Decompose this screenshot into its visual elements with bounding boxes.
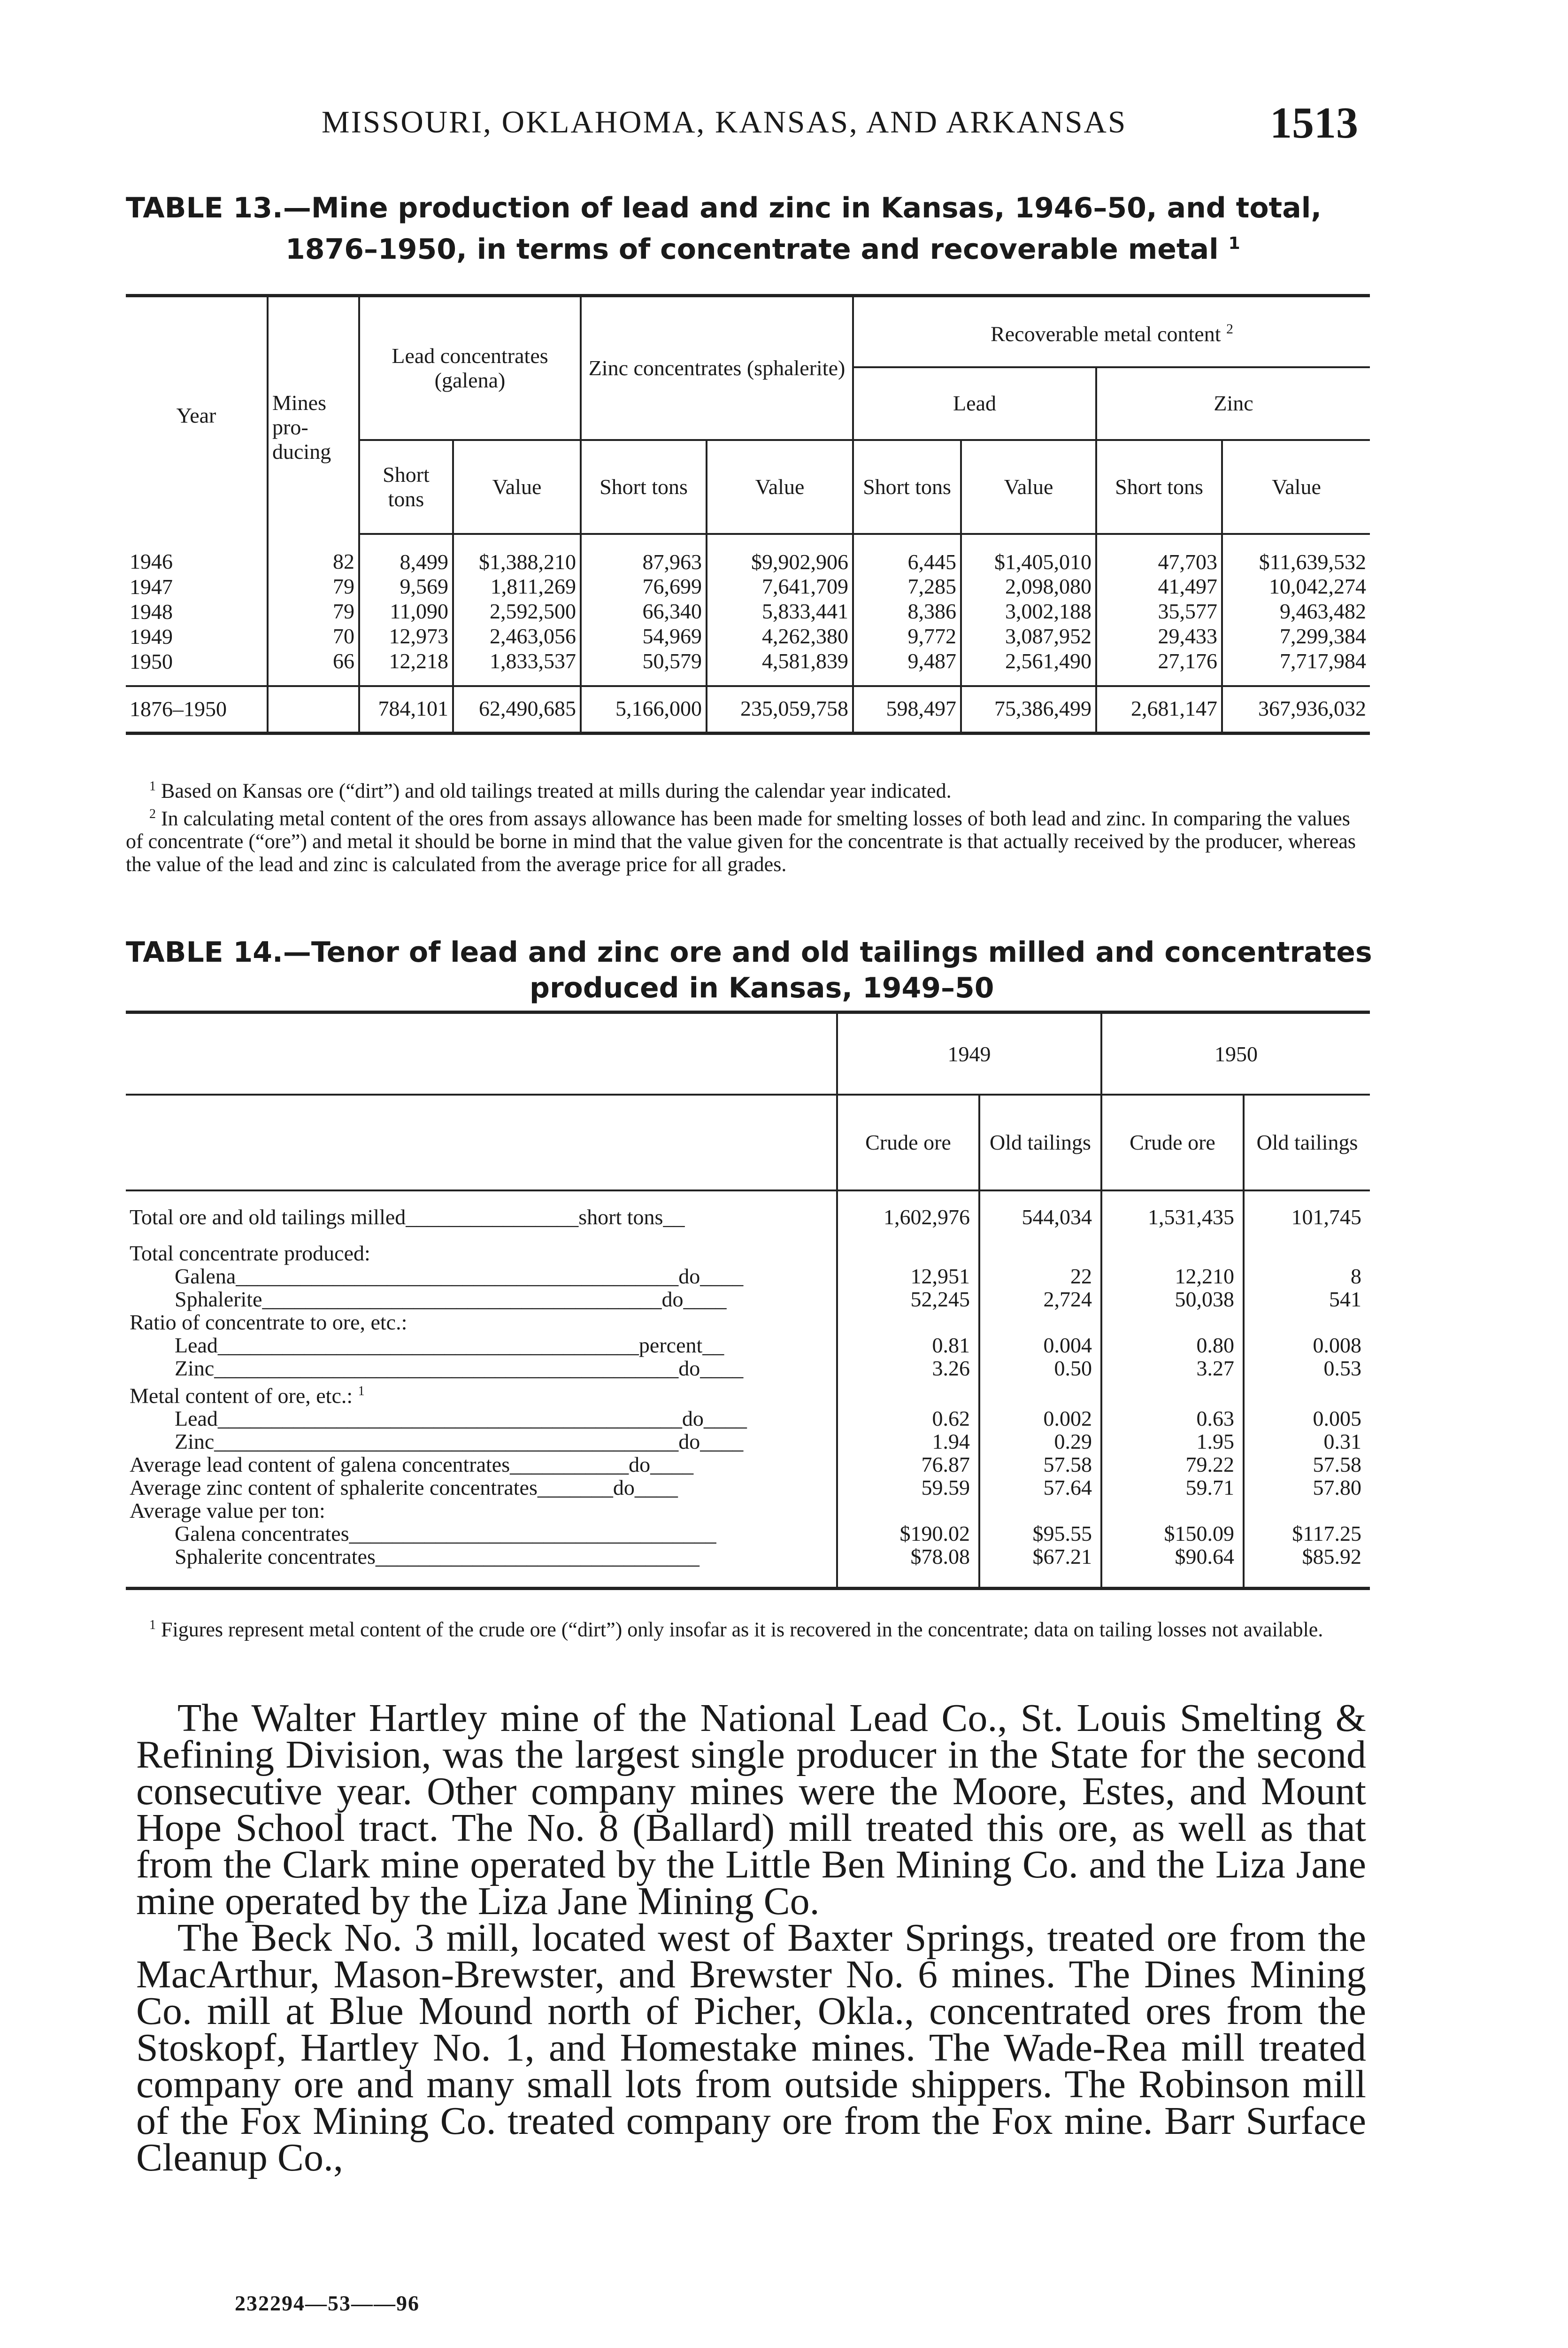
table13-cell-lc-tons: 12,218 — [359, 649, 453, 686]
table14-cell: 1.95 — [1101, 1430, 1244, 1453]
table14-row-label-text: Sphalerite concentrates______________________________ — [175, 1545, 699, 1569]
table14-cell: 57.80 — [1244, 1476, 1370, 1499]
table13-header-recoverable-text: Recoverable metal content — [991, 322, 1221, 346]
table14-cell: 59.71 — [1101, 1476, 1244, 1499]
table14-row — [126, 1265, 1370, 1288]
table14-title — [126, 935, 1375, 1006]
table14-cell: 57.64 — [979, 1476, 1101, 1499]
table13-total-zn-tons: 2,681,147 — [1096, 686, 1222, 734]
table14-cell: $78.08 — [837, 1545, 979, 1589]
table14-footnote — [126, 1614, 1370, 1641]
table13-year-cell: 1948 — [126, 599, 268, 624]
table14-row-label-text: Average lead content of galena concentrates___________do____ — [130, 1452, 694, 1477]
table14-cell — [1244, 1311, 1370, 1334]
table13-title-footnote-mark: 1 — [1228, 234, 1240, 253]
table14-row-label — [126, 1522, 837, 1545]
table14-cell — [1244, 1499, 1370, 1522]
table13-cell-zc-value: 4,262,380 — [707, 624, 853, 649]
table13-cell-pb-tons: 9,772 — [853, 624, 961, 649]
table14-row-label-text: Lead___________________________________________do____ — [175, 1406, 747, 1431]
table13-cell-lc-tons: 12,973 — [359, 624, 453, 649]
table13-cell-lc-value: 2,463,056 — [453, 624, 581, 649]
table14-row-label — [126, 1407, 837, 1430]
table13-header-recoverable — [853, 296, 1370, 367]
table13-cell-zn-tons: 47,703 — [1096, 534, 1222, 574]
table14-row-label-text: Ratio of concentrate to ore, etc.: — [130, 1310, 407, 1334]
table14-cell: 0.008 — [1244, 1334, 1370, 1357]
table14-row — [126, 1407, 1370, 1430]
table13-header-pb-tons: Short tons — [853, 440, 961, 534]
table13-cell-lc-value: 1,833,537 — [453, 649, 581, 686]
table14-row — [126, 1430, 1370, 1453]
table14-cell: 0.50 — [979, 1357, 1101, 1380]
table14-row — [126, 1545, 1370, 1589]
table14-cell: 79.22 — [1101, 1453, 1244, 1476]
table13-cell-mines: 82 — [268, 534, 359, 574]
table14-cell: 57.58 — [979, 1453, 1101, 1476]
table13-cell-zn-tons: 29,433 — [1096, 624, 1222, 649]
table14-cell: $190.02 — [837, 1522, 979, 1545]
table14-title-line1: TABLE 14.—Tenor of lead and zinc ore and old tailings milled and concentrates — [126, 936, 1372, 969]
table13-year-cell: 1946 — [126, 534, 268, 574]
table14-cell: 0.63 — [1101, 1407, 1244, 1430]
table13-footnotes — [126, 775, 1370, 876]
table13-cell-zn-value: 7,299,384 — [1280, 624, 1367, 648]
table14-row-label — [126, 1545, 837, 1589]
table13-total-zc-tons: 5,166,000 — [581, 686, 707, 734]
table14-row-label-text: Average zinc content of sphalerite concentrates_______do____ — [130, 1475, 678, 1500]
table14-cell: 50,038 — [1101, 1288, 1244, 1311]
table14-row-label — [126, 1190, 837, 1228]
table13-cell-zc-value: 5,833,441 — [707, 599, 853, 624]
table14-cell — [979, 1242, 1101, 1265]
table13-cell-zn-value: 7,717,984 — [1222, 649, 1370, 686]
table14-cell: 544,034 — [979, 1190, 1101, 1228]
table14-row-label-text: Metal content of ore, etc.: — [130, 1383, 353, 1408]
table13-cell-lc-tons: 11,090 — [359, 599, 453, 624]
table14-cell: 101,745 — [1244, 1190, 1370, 1228]
table14-cell: 76.87 — [837, 1453, 979, 1476]
table14-header-tailings-1949: Old tailings — [979, 1095, 1101, 1190]
table13-cell-pb-value: 2,561,490 — [961, 649, 1096, 686]
table14-footnote1: Figures represent metal content of the crude ore (“dirt”) only insofar as it is recovered in the concentrate; data on tailing losses not available. — [161, 1618, 1323, 1641]
table14-row-label — [126, 1311, 837, 1334]
table14-row-label — [126, 1288, 837, 1311]
table13-header-zc-value: Value — [707, 440, 853, 534]
table13-total-pb-tons: 598,497 — [853, 686, 961, 734]
table14-cell: 0.004 — [979, 1334, 1101, 1357]
table13-cell-pb-tons: 8,386 — [853, 599, 961, 624]
table14-cell: 1.94 — [837, 1430, 979, 1453]
table13-cell-pb-tons: 7,285 — [853, 574, 961, 599]
table13-cell-zc-value: 4,581,839 — [707, 649, 853, 686]
table14-cell: $90.64 — [1101, 1545, 1244, 1589]
table14-cell: 0.005 — [1244, 1407, 1370, 1430]
table13-cell-pb-value: 2,098,080 — [961, 574, 1096, 599]
table13-row — [126, 649, 1370, 686]
table14-row — [126, 1522, 1370, 1545]
table13-header-lead: Lead — [853, 367, 1096, 440]
table13-header-zn-value: Value — [1222, 440, 1370, 534]
table14-cell: 541 — [1244, 1288, 1370, 1311]
table14-row-label — [126, 1499, 837, 1522]
table14-cell: 0.81 — [837, 1334, 979, 1357]
table13-cell-pb-value: 3,002,188 — [961, 599, 1096, 624]
table13-title-line2: 1876–1950, in terms of concentrate and recoverable metal — [285, 233, 1219, 266]
table14-header-crude-1949: Crude ore — [837, 1095, 979, 1190]
table14-cell: 0.53 — [1244, 1357, 1370, 1380]
table14-cell: 22 — [979, 1265, 1101, 1288]
page-number: 1513 — [1270, 99, 1358, 147]
table14-row-label — [126, 1242, 837, 1265]
table13-total-zn-value: 367,936,032 — [1222, 686, 1370, 734]
table14-row-label-text: Zinc___________________________________________do____ — [175, 1356, 744, 1380]
table14-row — [126, 1190, 1370, 1228]
table14-cell: 12,951 — [837, 1265, 979, 1288]
table14-cell — [837, 1311, 979, 1334]
table13-header-recoverable-fn: 2 — [1226, 321, 1233, 337]
table13-year-cell: 1949 — [126, 624, 268, 649]
table13 — [126, 294, 1370, 735]
body-paragraph-2: The Beck No. 3 mill, located west of Baxter Springs, treated ore from the MacArthur, Mason-Brewster, and Brewster No. 6 mines. The Dines Mining Co. mill at Blue Mound north of Picher, Okla., concentrated ores from the Stoskopf, Hartley No. 1, and Homestake mines. The Wade-Rea mill treated company ore and many small lots from outside shippers. The Robinson mill of the Fox Mining Co. treated company ore from the Fox mine. Barr Surface Cleanup Co., — [136, 1916, 1366, 2179]
table14-cell: 59.59 — [837, 1476, 979, 1499]
table13-row — [126, 599, 1370, 624]
table14-cell: 8 — [1244, 1265, 1370, 1288]
table14-cell: 0.29 — [979, 1430, 1101, 1453]
table13-header-year: Year — [126, 296, 268, 534]
table13-header-mines: Mines pro- ducing — [268, 296, 359, 534]
table13-total-row — [126, 686, 1370, 734]
table13-title-line1: TABLE 13.—Mine production of lead and zinc in Kansas, 1946–50, and total, — [126, 192, 1322, 224]
table13-cell-zc-tons: 76,699 — [581, 574, 707, 599]
table13-header-zinc-conc: Zinc concentrates (sphalerite) — [581, 296, 853, 440]
table13-header-lead-conc: Lead concentrates (galena) — [359, 296, 581, 440]
table13-cell-zn-tons: 27,176 — [1096, 649, 1222, 686]
table14-header-crude-1950: Crude ore — [1101, 1095, 1244, 1190]
table13-cell-mines: 79 — [268, 574, 359, 599]
table13-cell-zc-tons: 50,579 — [581, 649, 707, 686]
body-text — [136, 1696, 1366, 2179]
table14-cell: 3.26 — [837, 1357, 979, 1380]
table14-row-label — [126, 1380, 837, 1407]
table14-cell — [1101, 1380, 1244, 1407]
table13-cell-mines: 66 — [268, 649, 359, 686]
table14-row-label-text: Average value per ton: — [130, 1498, 325, 1523]
body-paragraph-1: The Walter Hartley mine of the National Lead Co., St. Louis Smelting & Refining Division, was the largest single producer in the State for the second consecutive year. Other company mines were the Moore, Estes, and Mount Hope School tract. The No. 8 (Ballard) mill treated this ore, as well as that from the Clark mine operated by the Little Ben Mining Co. and the Liza Jane mine operated by the Liza Jane Mining Co. — [136, 1696, 1366, 1923]
table14-row-label-text: Total ore and old tailings milled________________short tons__ — [130, 1205, 685, 1229]
table13-cell-lc-value: 2,592,500 — [453, 599, 581, 624]
table14-cell — [979, 1380, 1101, 1407]
table13-header-lc-tons: Short tons — [359, 440, 453, 534]
table13-cell-mines: 70 — [268, 624, 359, 649]
table13-footnote2-mark: 2 — [149, 806, 156, 821]
table14-cell: 3.27 — [1101, 1357, 1244, 1380]
table13-cell-zn-tons: 41,497 — [1096, 574, 1222, 599]
table14-row — [126, 1380, 1370, 1407]
table14-row-label — [126, 1334, 837, 1357]
table13-total-label: 1876–1950 — [126, 686, 268, 734]
table13-cell-pb-value: 3,087,952 — [961, 624, 1096, 649]
table13-cell-zn-value: 9,463,482 — [1280, 599, 1367, 623]
table14-cell: 1,602,976 — [837, 1190, 979, 1228]
table13-cell-lc-tons: 9,569 — [359, 574, 453, 599]
table14-footnote1-mark: 1 — [149, 1618, 156, 1632]
table14 — [126, 1011, 1370, 1590]
table14-row-label — [126, 1357, 837, 1380]
table14-row — [126, 1357, 1370, 1380]
table13-year-cell: 1950 — [126, 649, 268, 686]
table14-header-1949: 1949 — [837, 1012, 1101, 1095]
table14-cell — [1244, 1242, 1370, 1265]
table13-cell-zn-value: 10,042,274 — [1269, 574, 1367, 598]
table14-cell: 0.62 — [837, 1407, 979, 1430]
table13-cell-mines: 79 — [268, 599, 359, 624]
table13-header-pb-value: Value — [961, 440, 1096, 534]
table13-cell-pb-tons: 9,487 — [853, 649, 961, 686]
table13-footnote1: Based on Kansas ore (“dirt”) and old tailings treated at mills during the calendar year indicated. — [161, 779, 952, 803]
running-title: MISSOURI, OKLAHOMA, KANSAS, AND ARKANSAS — [322, 105, 1127, 139]
table14-row-label — [126, 1476, 837, 1499]
table14-cell: 2,724 — [979, 1288, 1101, 1311]
table14-header-1950: 1950 — [1101, 1012, 1370, 1095]
table14-row-label-text: Zinc___________________________________________do____ — [175, 1429, 744, 1454]
table13-cell-zc-tons: 54,969 — [581, 624, 707, 649]
table14-row — [126, 1334, 1370, 1357]
table14-row — [126, 1453, 1370, 1476]
table14-row — [126, 1499, 1370, 1522]
table14-header-tailings-1950: Old tailings — [1244, 1095, 1370, 1190]
table14-cell: 0.80 — [1101, 1334, 1244, 1357]
table13-cell-zc-tons: 66,340 — [581, 599, 707, 624]
table13-footnote1-mark: 1 — [149, 779, 156, 794]
table14-row-label — [126, 1265, 837, 1288]
table14-cell — [979, 1499, 1101, 1522]
table13-header-lc-value: Value — [453, 440, 581, 534]
table14-cell — [837, 1242, 979, 1265]
table14-cell — [1244, 1380, 1370, 1407]
table13-row — [126, 624, 1370, 649]
table14-row-label-text: Galena concentrates__________________________________ — [175, 1522, 716, 1546]
table14-cell: 0.31 — [1244, 1430, 1370, 1453]
table13-cell-lc-tons: 8,499 — [359, 534, 453, 574]
table13-title — [126, 190, 1375, 267]
table13-total-zc-value: 235,059,758 — [707, 686, 853, 734]
table13-row — [126, 534, 1370, 574]
table13-cell-zc-value: $9,902,906 — [707, 534, 853, 574]
table13-total-lc-tons: 784,101 — [359, 686, 453, 734]
table14-cell: 12,210 — [1101, 1265, 1244, 1288]
table14-cell: $117.25 — [1244, 1522, 1370, 1545]
table14-row-label — [126, 1453, 837, 1476]
table14-cell: $85.92 — [1244, 1545, 1370, 1589]
table14-row — [126, 1288, 1370, 1311]
table13-total-pb-value: 75,386,499 — [961, 686, 1096, 734]
table13-cell-lc-value: $1,388,210 — [453, 534, 581, 574]
table13-footnote2: In calculating metal content of the ores from assays allowance has been made for smelting losses of both lead and zinc. In comparing the values of concentrate (“ore”) and metal it should be borne in mind that the value given for the concentrate is that actually received by the producer, whereas the value of the lead and zinc is calculated from the average price for all grades. — [126, 807, 1356, 876]
table14-title-line2: produced in Kansas, 1949–50 — [530, 972, 994, 1004]
table13-header-zn-tons: Short tons — [1096, 440, 1222, 534]
table13-cell-zn-value: $11,639,532 — [1259, 549, 1367, 574]
table14-cell: $67.21 — [979, 1545, 1101, 1589]
table14-row-label-text: Sphalerite_____________________________________do____ — [175, 1287, 727, 1311]
table14-row — [126, 1242, 1370, 1265]
table14-row-label-text: Galena_________________________________________do____ — [175, 1264, 744, 1288]
table14-cell: 52,245 — [837, 1288, 979, 1311]
table14-cell — [1101, 1242, 1244, 1265]
table14-cell — [837, 1499, 979, 1522]
table13-cell-zc-value: 7,641,709 — [707, 574, 853, 599]
table14-row-label — [126, 1430, 837, 1453]
table14-cell: $150.09 — [1101, 1522, 1244, 1545]
table14-cell — [1101, 1499, 1244, 1522]
table14-cell: 57.58 — [1244, 1453, 1370, 1476]
table14-cell — [837, 1380, 979, 1407]
table14-row-label-text: Total concentrate produced: — [130, 1241, 370, 1265]
table13-year-cell: 1947 — [126, 574, 268, 599]
table14-row-label-text: Lead_______________________________________percent__ — [175, 1333, 724, 1357]
table13-header-zinc: Zinc — [1096, 367, 1370, 440]
table13-cell-pb-tons: 6,445 — [853, 534, 961, 574]
table13-total-lc-value: 62,490,685 — [453, 686, 581, 734]
table13-cell-pb-value: $1,405,010 — [961, 534, 1096, 574]
table13-row — [126, 574, 1370, 599]
table14-cell: $95.55 — [979, 1522, 1101, 1545]
table13-header-zc-tons: Short tons — [581, 440, 707, 534]
table14-cell: 0.002 — [979, 1407, 1101, 1430]
table14-row — [126, 1476, 1370, 1499]
table14-row — [126, 1311, 1370, 1334]
table13-cell-zn-tons: 35,577 — [1096, 599, 1222, 624]
table14-cell — [1101, 1311, 1244, 1334]
table14-row-footnote-mark: 1 — [358, 1384, 365, 1398]
table13-cell-zc-tons: 87,963 — [581, 534, 707, 574]
table13-total-mines — [268, 686, 359, 734]
table14-cell — [979, 1311, 1101, 1334]
table13-cell-lc-value: 1,811,269 — [453, 574, 581, 599]
print-signature: 232294—53——96 — [235, 2291, 420, 2315]
table14-cell: 1,531,435 — [1101, 1190, 1244, 1228]
